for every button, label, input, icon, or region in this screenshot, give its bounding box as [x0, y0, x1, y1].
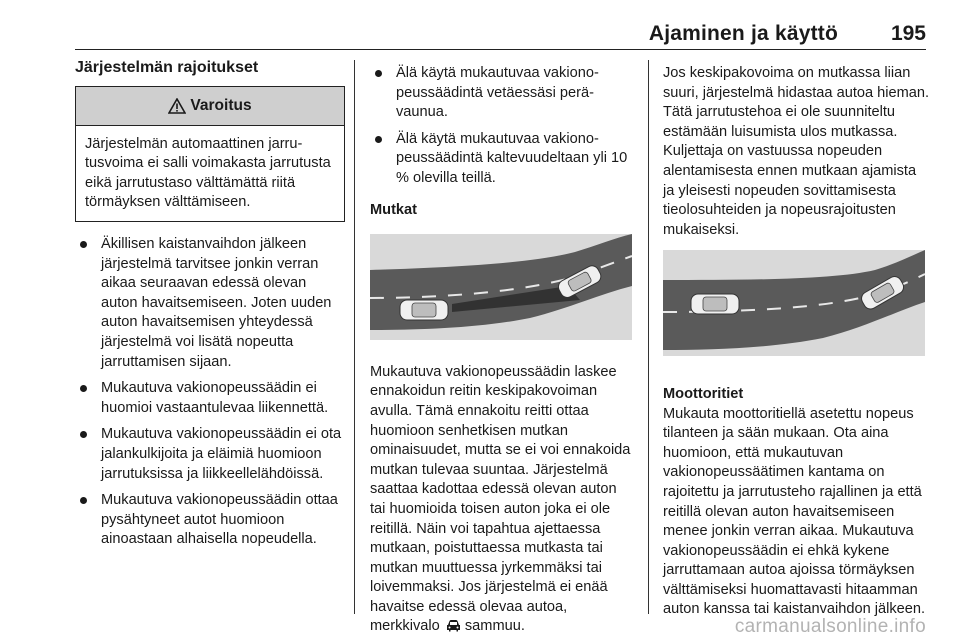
column-divider-1	[354, 60, 355, 614]
list-item: Äkillisen kaistanvaihdon jälkeen järjestelmä tarvitsee jonkin verran aikaa seuraavan edessä olevan auton havaitsemiseen. Joten uuden auton havaitsemisen yhteydessä järjestelmä voi lisätä nopeutta jarruttamisen sijaan.	[75, 235, 345, 372]
warning-text: Järjestelmän automaattinen jarrutusvoima ei salli voimakasta jarrutusta eikä jarrutustaso välttämättä riitä törmäyksen välttämiseen.	[85, 135, 331, 211]
section-title: Järjestelmän rajoitukset	[75, 59, 259, 76]
warning-triangle-icon	[168, 98, 186, 114]
list-item: Älä käytä mukautuvaa vakionopeussäädintä kaltevuudeltaan yli 10 % olevilla teillä.	[370, 130, 635, 189]
warning-box	[75, 86, 345, 222]
curve-illustration	[370, 234, 632, 340]
car-front-icon	[446, 619, 461, 632]
list-item: Mukautuva vakionopeussäädin ottaa pysähtyneet autot huomioon ainoastaan alhaisella nopeudella.	[75, 491, 345, 550]
curves-paragraph: Mukautuva vakionopeussäädin laskee ennakoidun reitin keskipakovoiman avulla. Tämä ennakoitu reitti ottaa huomioon senhetkisen mutkan ominaisuudet, mutta se ei voi ennakoida mutkan tulevaa suuntaa. Järjestelmä saattaa kadottaa edessä olevan auton tai huomioida toisen auton joka ei ole reitillä. Näin voi tapahtua ajettaessa mutkaan, poistuttaessa mutkasta tai mutkan muuttuessa jyrkemmäksi tai loivemmaksi. Jos järjestelmä ei enää havaitse edessä olevaa autoa, merkkivalo sammuu.	[370, 363, 631, 635]
list-item: Älä käytä mukautuvaa vakionopeussäädintä vetäessäsi perävaunua.	[370, 64, 635, 123]
column-1	[75, 58, 345, 557]
centrifugal-paragraph: Jos keskipakovoima on mutkassa liian suuri, järjestelmä hidastaa autoa hieman. Tätä jarrutustehoa ei ole suunniteltu estämään luisumista ulos mutkassa. Kuljettaja on vastuussa nopeuden alentamisesta ennen mutkaan ajamista ja yleisesti nopeuden sovittamisesta tieolosuhteiden ja nopeusrajoitusten mukaiseksi.	[663, 65, 930, 238]
limitations-list	[75, 235, 345, 550]
column-3	[663, 64, 931, 620]
warning-header	[76, 87, 344, 126]
header-divider	[75, 49, 926, 50]
header-title: Ajaminen ja käyttö	[648, 22, 838, 45]
column-2	[370, 64, 635, 637]
towing-list	[370, 64, 635, 189]
highway-illustration	[663, 250, 925, 356]
page-number: 195	[890, 22, 926, 45]
subsection-title-highways: Moottoritiet	[663, 385, 744, 402]
subsection-title-curves: Mutkat	[370, 201, 418, 218]
warning-title: Varoitus	[190, 96, 252, 114]
column-divider-2	[648, 60, 649, 614]
list-item: Mukautuva vakionopeussäädin ei ota jalankulkijoita ja eläimiä huomioon jarrutuksissa ja liikkeellelähdöissä.	[75, 425, 345, 484]
highways-paragraph: Mukauta moottoritiellä asetettu nopeus tilanteen ja sään mukaan. Ota aina huomioon, että mukautuvan vakionopeussäätimen kantama on rajoitettu ja jarrutusteho rajallinen ja että reitillä olevan auton havaitsemiseen menee jonkin verran aikaa. Mukautuva vakionopeussäädin ei ehkä kykene jarruttamaan autoa ajoissa törmäyksen välttämiseksi huomattavasti hitaamman auton kanssa tai kaistanvaihdon jälkeen.	[663, 405, 926, 618]
list-item: Mukautuva vakionopeussäädin ei huomioi vastaantulevaa liikennettä.	[75, 379, 345, 418]
watermark: carmanualsonline.info	[734, 616, 926, 637]
